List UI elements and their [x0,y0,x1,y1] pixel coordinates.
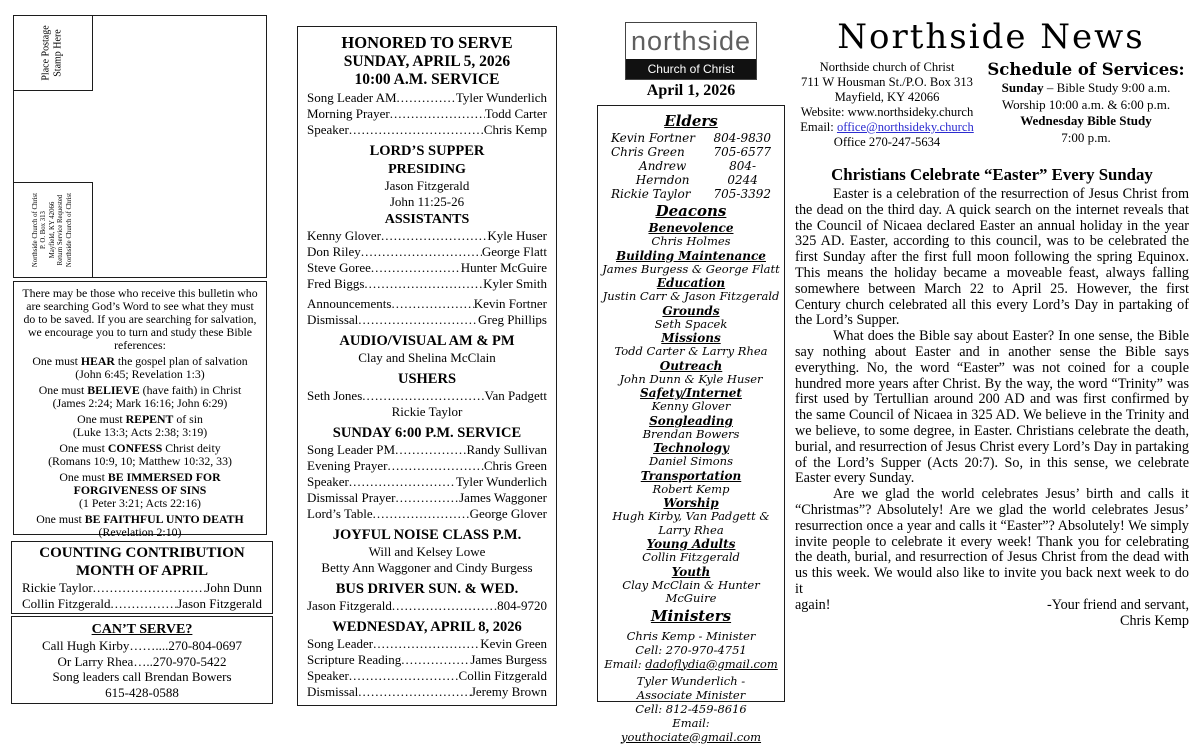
deacon-names: Chris Holmes [651,234,731,248]
role-label: Song Leader PM [307,441,396,457]
pm-assignment-row [307,442,547,458]
return-address-line: Mayfield, KY 42066 [48,201,56,259]
counting-name-right: Jason Fitzgerald [177,596,262,611]
dot-leader [397,90,456,106]
address-line: Mayfield, KY 42066 [834,90,940,104]
dot-leader [358,684,471,700]
logo-wordmark: northside [630,26,752,56]
minister-cell: Cell: 270-970-4751 [635,642,747,657]
deacon-section [601,565,781,606]
role-label: Speaker [307,473,349,489]
deacon-role: Songleading [649,413,733,428]
role-label: Speaker [307,667,349,683]
bus-driver-name: Jason Fitzgerald [307,597,392,613]
deacon-names: Hugh Kirby, Van Padgett & Larry Rhea [612,509,770,537]
cant-serve-box [11,616,273,704]
assistant-right: Kyler Smith [483,275,547,291]
dot-leader [371,260,461,276]
minister-title-line: Associate Minister [636,687,746,702]
am-assignment-row [307,90,547,106]
dot-leader [391,296,473,312]
article-closing-row [795,598,1189,614]
address-line: Website: www.northsideky.church [800,105,974,119]
schedule-regular-part: – Bible Study 9:00 a.m. [1043,80,1171,95]
article-last-word: again! [795,596,831,613]
email-label: Email: [800,120,837,134]
email-label: Email: [604,656,646,671]
dot-leader [364,276,483,292]
dot-leader [349,668,459,684]
deacon-names: John Dunn & Kyle Huser [619,371,763,386]
wednesday-assignment-row [307,652,547,668]
joyful-noise-title: JOYFUL NOISE CLASS P.M. [332,526,522,543]
church-logo [625,22,757,80]
deacon-names: Collin Fitzgerald [642,550,740,564]
salvation-step [21,413,259,439]
wednesday-title: WEDNESDAY, APRIL 8, 2026 [332,618,522,635]
deacon-names: Justin Carr & Jason Fitzgerald [602,289,780,303]
postage-text [41,25,65,80]
av-title: AUDIO/VISUAL AM & PM [339,332,515,349]
assigned-name: Tyler Wunderlich [455,89,547,105]
article-paragraph-1: Easter is a celebration of the resurrection of Jesus Christ from the dead on the third day. A quick search on the internet reveals that the Council of Nicaea declared Easter an annual holiday in the year 325 AD. Easter, according to this council, was to be celebrated the first Sunday after the first full moon following the spring Equinox. This means the holiday became a moveable feast, always falling somewhere between March 22 to April 25. However, the first Century church celebrated all this every Lord’s Day in partaking of the Lord’s Supper. [795,186,1189,329]
salvation-step-reference: (Revelation 2:10) [98,525,182,539]
logo-tagline-bar [626,59,756,79]
elder-phone: 804-9830 [713,131,771,145]
return-address-line: Northside Church of Christ [31,192,39,268]
step-pre-text: One must [59,441,108,455]
elder-row [601,145,781,159]
assigned-name: Randy Sullivan [466,441,547,457]
honored-title: HONORED TO SERVE [341,33,513,52]
associate-minister-block [601,674,781,744]
return-address-text [32,193,74,267]
ministers-title: Ministers [650,606,732,625]
assigned-name: George Glover [469,505,547,521]
am-assignment-row [307,106,547,122]
assigned-name: Todd Carter [484,105,547,121]
role-label: Dismissal [307,683,359,699]
minister-email-link[interactable]: dadoflydia@gmail.com [645,656,778,671]
article-paragraph-3: Are we glad the world celebrates Jesus’ birth and calls it “Christmas”? Absolutely! Are we glad the world celebrates Jesus’ resurrection once a year and calls it “Easter”? Absolutely! We simply invite people to celebrate it every week! Thank you for celebrating the death, burial, and resurrection of Jesus Christ from the dead with us this week. We would also like to invite you back next week to do it [795,486,1189,597]
church-address-block [792,60,982,150]
salvation-step-reference: (Luke 13:3; Acts 2:38; 3:19) [72,425,208,439]
deacon-names: Seth Spacek [654,316,728,331]
deacon-section [601,441,781,469]
elder-name: Rickie Taylor [611,187,691,201]
honored-service-time: 10:00 A.M. SERVICE [354,71,500,88]
minister-email-line [601,716,781,744]
salvation-step-reference: (James 2:24; Mark 16:16; John 6:29) [52,396,228,410]
role-label: Dismissal [307,311,359,327]
salvation-step [21,355,259,381]
return-address-box [13,182,93,278]
elder-row [601,187,781,201]
assigned-name: Chris Kemp [483,121,547,137]
salvation-intro: There may be those who receive this bulletin who are searching God’s Word to see what they must do to be saved. If you are searching for salvation, we encourage you to turn and study these Bible references: [22,286,258,352]
deacon-names: Brendan Bowers [642,426,740,441]
counting-title-line-1: COUNTING CONTRIBUTION [39,545,245,561]
pm-assignment-row [307,490,547,506]
assigned-name: Tyler Wunderlich [455,473,547,489]
assistant-right: Hunter McGuire [460,259,547,275]
pm-assignment-row [307,506,547,522]
counting-contribution-box [11,541,273,614]
elder-name: Andrew Herndon [635,159,690,187]
minister-email-link[interactable]: youthociate@gmail.com [620,729,762,744]
dot-leader [395,490,459,506]
schedule-title: Schedule of Services: [987,60,1185,79]
postage-line-1: Place Postage [40,25,52,81]
salvation-step [21,513,259,539]
address-line: 711 W Housman St./P.O. Box 313 [801,75,973,89]
bus-driver-row [307,598,547,614]
role-label: Evening Prayer [307,457,388,473]
counting-name-right: John Dunn [205,580,262,595]
pm-service-title: SUNDAY 6:00 P.M. SERVICE [332,424,522,441]
step-post-text: Christ deity [162,441,221,455]
dot-leader [349,122,484,138]
office-phone-line: Office 270-247-5634 [833,135,941,149]
role-label: Lord’s Table [307,505,373,521]
deacon-role: Worship [663,496,719,510]
dot-leader [93,580,206,596]
assistant-left: Don Riley [307,243,361,259]
cant-serve-title: CAN’T SERVE? [91,622,193,637]
assigned-name: James Waggoner [459,489,547,505]
return-address-line: Northside Church of Christ [65,192,73,268]
deacon-role: Transportation [640,468,742,483]
assigned-name: Jeremy Brown [470,683,547,699]
deacon-section [601,221,781,249]
role-label: Dismissal Prayer [307,489,396,505]
step-pre-text: One must [32,354,81,368]
pm-assignment-row [307,474,547,490]
salvation-step [21,442,259,468]
elder-phone: 705-3392 [713,187,771,201]
deacon-section [601,414,781,442]
salvation-step-reference: (Romans 10:9, 10; Matthew 10:32, 33) [48,454,232,468]
postage-line-2: Stamp Here [52,29,64,77]
deacon-role: Grounds [662,303,720,318]
role-label: Morning Prayer [307,105,390,121]
signature-name: Chris Kemp [1120,612,1189,629]
deacon-names: James Burgess & George Flatt [602,261,780,276]
email-label: Email: [672,715,710,730]
deacon-section [601,249,781,277]
dot-leader [358,312,478,328]
deacon-section [601,386,781,414]
schedule-of-services [984,60,1188,146]
elder-phone: 705-6577 [713,145,771,159]
deacon-section [601,276,781,304]
assistant-left: Kenny Glover [307,227,382,243]
role-label: Song Leader AM [307,89,397,105]
assigned-name: Chris Green [483,457,547,473]
dot-leader [361,244,482,260]
schedule-line [984,130,1188,147]
deacon-section [601,496,781,537]
step-post-text: the gospel plan of salvation [114,354,248,368]
minister-block [601,629,781,671]
counting-row [22,596,262,612]
step-pre-text: One must [38,383,88,397]
deacon-role: Safety/Internet [640,386,742,400]
counting-title-line-2: MONTH OF APRIL [76,562,208,579]
usher-extra: Rickie Taylor [391,403,463,419]
schedule-line [984,97,1188,114]
step-bold-text: BE FAITHFUL UNTO DEATH [84,512,244,526]
assistant-row [307,276,547,292]
minister-name: Tyler Wunderlich - [636,673,746,688]
deacon-names: Robert Kemp [652,481,730,496]
office-email-link[interactable]: office@northsideky.church [836,120,974,134]
issue-date: April 1, 2026 [646,82,736,99]
bus-driver-phone: 804-9720 [497,597,547,613]
salvation-step-line [21,471,259,497]
schedule-bold-part: Sunday [1001,80,1044,95]
assigned-name: James Burgess [470,651,547,667]
minister-name: Chris Kemp - Minister [626,628,756,643]
minister-email-line [601,657,781,671]
dot-leader [373,506,470,522]
assistant-right: Kyle Huser [487,227,547,243]
step-pre-text: One must [36,512,85,526]
email-line [792,120,982,135]
role-label: Scripture Reading [307,651,402,667]
deacon-section [601,359,781,387]
elder-phone: 804-0244 [727,159,758,187]
deacon-names: Clay McClain & Hunter McGuire [622,577,760,605]
announcement-row [307,312,547,328]
assistants-title: ASSISTANTS [384,211,470,227]
leadership-directory-panel [597,105,785,744]
deacon-section [601,537,781,565]
honored-to-serve-panel [297,26,557,706]
usher-right: Van Padgett [484,387,547,403]
dot-leader [349,474,456,490]
address-line: Northside church of Christ [819,60,955,74]
cant-serve-line: Song leaders call Brendan Bowers [52,669,232,684]
counting-row [22,580,262,596]
dot-leader [395,442,466,458]
salvation-step [21,471,259,510]
presiding-scripture: John 11:25-26 [389,193,465,209]
deacon-names: Kenny Glover [651,399,731,413]
joyful-noise-line-2: Betty Ann Waggoner and Cindy Burgess [321,559,533,575]
salvation-step-reference: (John 6:45; Revelation 1:3) [75,367,205,381]
step-pre-text: One must [59,470,108,484]
assigned-name: Kevin Green [480,635,547,651]
dot-leader [392,598,497,614]
step-bold-text: CONFESS [107,441,163,455]
deacon-role: Technology [653,441,729,455]
return-address-line: P. O. Box 313 [40,211,48,249]
dot-leader [388,458,484,474]
bus-driver-title: BUS DRIVER SUN. & WED. [335,580,519,597]
return-address-line: Return Service Requested [57,194,65,266]
dot-leader [381,228,487,244]
assistant-left: Fred Biggs [307,275,365,291]
dot-leader [401,652,470,668]
deacon-role: Outreach [659,358,723,373]
deacon-role: Youth [671,564,711,579]
elder-name: Chris Green [611,145,685,159]
step-bold-text: REPENT [125,412,174,426]
assistant-row [307,228,547,244]
deacon-section [601,304,781,332]
counting-name-left: Collin Fitzgerald [22,596,111,611]
schedule-regular-part: 7:00 p.m. [1061,129,1111,145]
dot-leader [390,106,485,122]
assistant-row [307,260,547,276]
postage-stamp-box [13,15,93,91]
assistant-row [307,244,547,260]
deacon-role: Education [656,276,726,290]
elder-name: Kevin Fortner [611,131,695,145]
wednesday-assignment-row [307,684,547,700]
minister-cell: Cell: 812-459-8616 [635,701,747,716]
assigned-name: Collin Fitzgerald [458,667,547,683]
assistant-right: George Flatt [481,243,547,259]
dot-leader [373,636,480,652]
av-names: Clay and Shelina McClain [358,349,496,365]
article-title: Christians Celebrate “Easter” Every Sunday [831,165,1153,184]
schedule-regular-part: Worship 10:00 a.m. & 6:00 p.m. [1001,96,1171,112]
deacon-role: Benevolence [648,221,734,235]
deacon-section [601,331,781,359]
salvation-step-reference: (1 Peter 3:21; Acts 22:16) [79,496,201,510]
wednesday-assignment-row [307,668,547,684]
usher-row [307,388,547,404]
signature-line: -Your friend and servant, [1047,596,1189,613]
elders-title: Elders [664,112,718,130]
schedule-line [984,80,1188,97]
honored-date: SUNDAY, APRIL 5, 2026 [343,52,511,70]
cant-serve-line: Call Hugh Kirby……....270-804-0697 [41,638,243,653]
assistant-left: Steve Goree [307,259,371,275]
step-post-text: of sin [173,412,203,426]
usher-left: Seth Jones [307,387,363,403]
step-bold-text: BE IMMERSED FOR FORGIVENESS OF SINS [73,470,221,497]
role-label: Announcements [307,295,392,311]
deacon-role: Missions [661,331,721,345]
counting-name-left: Rickie Taylor [22,580,93,595]
lords-supper-title: LORD’S SUPPER [369,142,485,159]
wednesday-assignment-row [307,636,547,652]
salvation-step [21,384,259,410]
step-pre-text: One must [77,412,126,426]
logo-tagline: Church of Christ [647,62,735,76]
step-post-text: (have faith) in Christ [139,383,242,397]
role-label: Song Leader [307,635,374,651]
dot-leader [362,388,484,404]
salvation-references-box [13,281,267,539]
step-bold-text: BELIEVE [87,383,140,397]
cant-serve-line: Or Larry Rhea…..270-970-5422 [57,653,227,669]
elder-row [601,159,781,187]
deacons-title: Deacons [655,202,727,220]
announcement-row [307,296,547,312]
assigned-name: Greg Phillips [478,311,547,327]
presiding-title: PRESIDING [388,161,466,177]
joyful-noise-line-1: Will and Kelsey Lowe [368,543,486,559]
presiding-name: Jason Fitzgerald [384,177,470,193]
deacon-section [601,469,781,497]
pm-assignment-row [307,458,547,474]
deacon-names: Todd Carter & Larry Rhea [614,344,768,358]
ushers-title: USHERS [397,370,457,387]
step-bold-text: HEAR [80,354,115,368]
article-paragraph-2: What does the Bible say about Easter? In one sense, the Bible say nothing about Easter and in another sense the Bible says everything. No, the word “Easter” was not coined for a couple hundred more years after Christ. By the way, the word “Trinity” was first used by Tertullian around 200 AD and was first confirmed by the same Council of Nicaea in 325 AD. We believe in the Trinity and we believe, to some degree, in Easter. Christians celebrate the death, burial, and resurrection of Jesus Christ every Lord’s Day in partaking of the Lord’s Supper (Acts 20:7). So, in this sense, we celebrate Easter every Sunday. [795,328,1189,487]
schedule-line [984,113,1188,130]
deacon-role: Young Adults [646,537,736,551]
am-assignment-row [307,122,547,138]
cant-serve-line: 615-428-0588 [105,684,179,700]
role-label: Speaker [307,121,349,137]
schedule-bold-part: Wednesday Bible Study [1020,113,1152,128]
elder-row [601,131,781,145]
dot-leader [110,596,177,612]
article [795,164,1189,629]
newsletter-masthead: Northside News [837,17,1145,57]
deacon-role: Building Maintenance [616,248,766,263]
deacon-names: Daniel Simons [649,454,733,468]
assigned-name: Kevin Fortner [473,295,547,311]
